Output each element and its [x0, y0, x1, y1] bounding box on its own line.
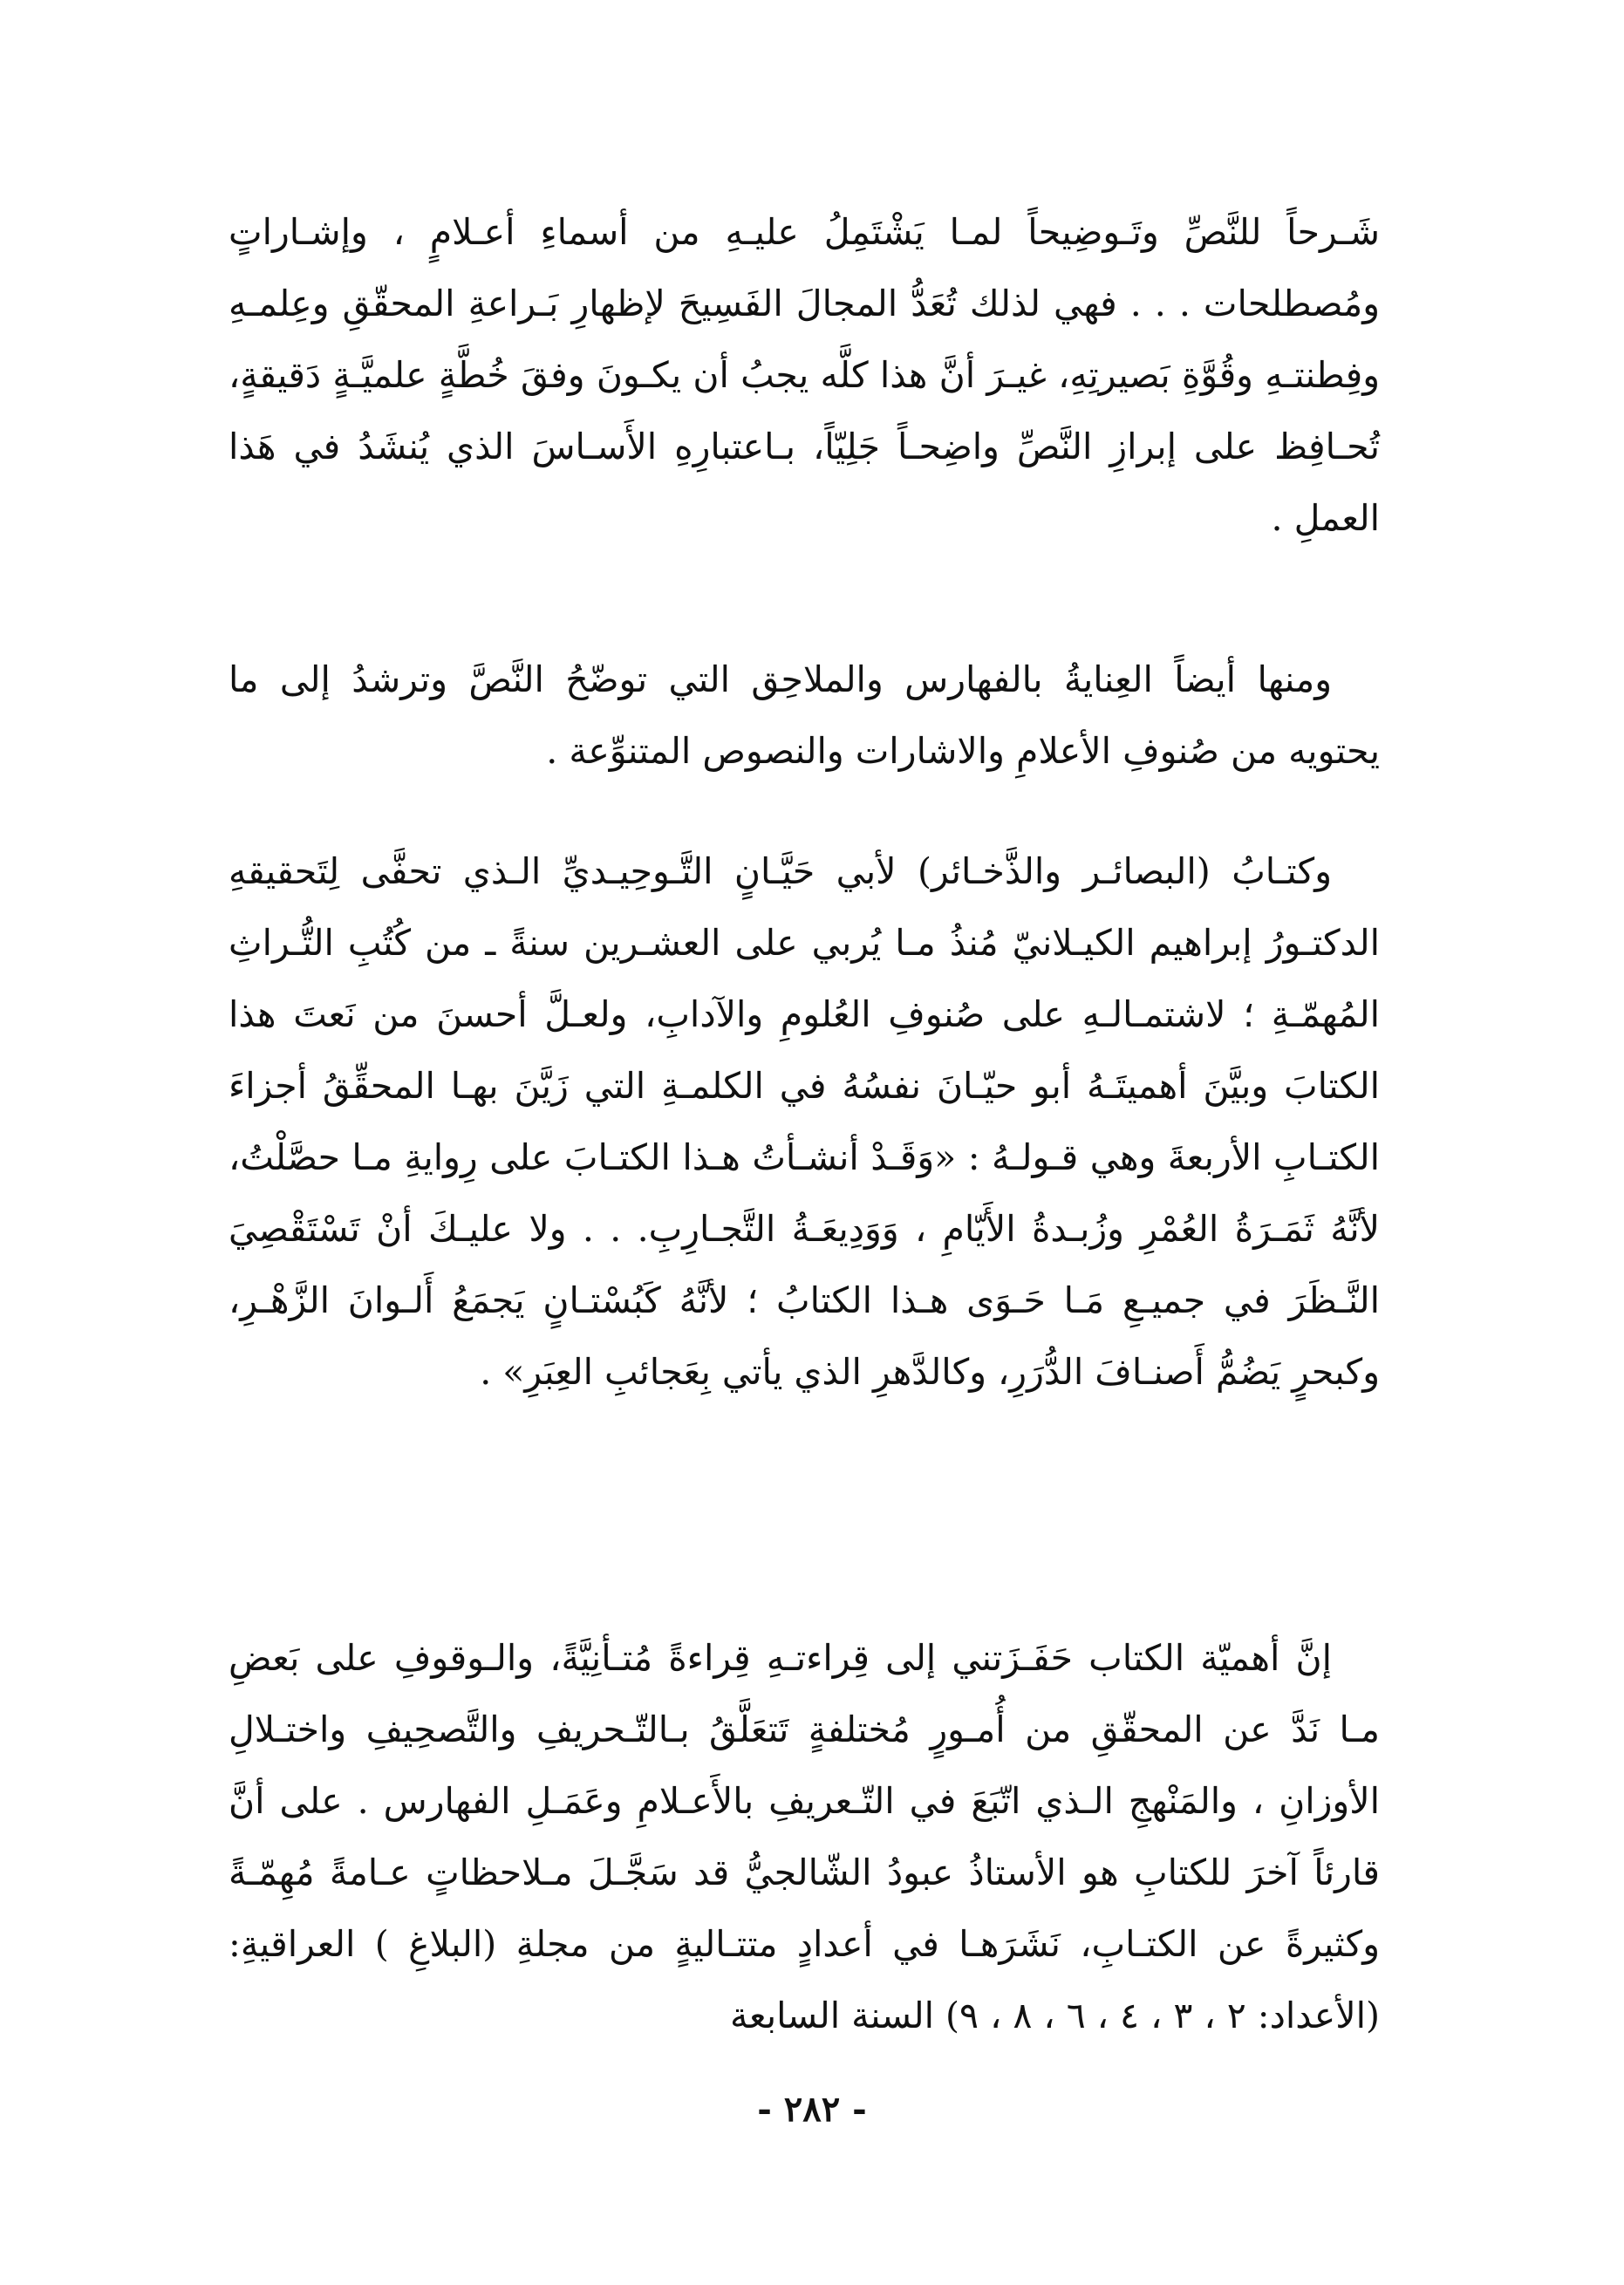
paragraph-4: إنَّ أهميّة الكتاب حَفَـزَتني إلى قِراءتـهِ قِراءةً مُتـأنِيَّةً، والـوقوفِ على بَعضِ مـا نَدَّ عن المحقّقِ من أُمـورٍ مُختلفةٍ تَتعَلَّقُ بـالتّـحريفِ والتَّصحِيفِ واختـلالِ الأوزانِ ، والمَنْهجِ الـذي اتّبَعَ في التّـعريفِ بالأَعـلامِ وعَمَـلِ الفهارس . على أنَّ قارئاً آخرَ للكتابِ هو الأستاذُ عبودُ الشّالجيُّ قد سَجَّـلَ مـلاحظاتٍ عـامةً مُهِمّـةً وكثيرةً عن الكتـابِ، نَشَرَهـا في أعدادٍ متتـاليةٍ من مجلةِ (البلاغِ ) العراقيةِ: (الأعداد: ٢ ، ٣ ، ٤ ، ٦ ، ٨ ، ٩) السنة السابعة	[229, 1637, 1380, 2036]
paragraph-3: وكتـابُ (البصائـر والذَّخـائر) لأبي حَيَّـانٍ التَّـوحِيـديِّ الـذي تحفَّى لِتَحقيقهِ الدكتـورُ إبراهيم الكيـلانيّ مُنذُ مـا يُربي على العشـرين سنةً ـ من كُتُبِ التُّـراثِ المُهمّـةِ ؛ لاشتمـالـهِ على صُنوفِ العُلومِ والآدابِ، ولعـلَّ أحسنَ من نَعتَ هذا الكتابَ وبيَّنَ أهميتَـهُ أبو حيّـانَ نفسُهُ في الكلمـةِ التي زَيَّنَ بهـا المحقِّقُ أجزاءَ الكتـابِ الأربعةَ وهي قـولـهُ : «وَقَـدْ أنشـأتُ هـذا الكتـابَ على رِوايةِ مـا حصَّلْتُ، لأنَّهُ ثَمَـرَةُ العُمْرِ وزُبـدةُ الأَيّامِ ، وَوَدِيعَـةُ التَّجـارِبِ. . . ولا عليـكَ أنْ تَسْتَقْصِيَ النَّـظَرَ في جميـعِ مَـا حَـوَى هـذا الكتابُ ؛ لأنَّهُ كَبُسْتـانٍ يَجمَعُ أَلـوانَ الزَّهْـرِ، وكبحرٍ يَضُمُّ أَصنـافَ الدُّرَرِ، وكالدَّهرِ الذي يأتي بِعَجائبِ العِبَرِ» .	[229, 850, 1380, 1393]
paragraph-2: ومنها أيضاً العِنايةُ بالفهارس والملاحِق التي توضّحُ النَّصَّ وترشدُ إلى ما يحتويه من صُنوفِ الأعلامِ والاشارات والنصوص المتنوِّعة .	[229, 658, 1380, 772]
page-number: - ٢٨٢ -	[757, 2089, 867, 2130]
paragraph-1: شَـرحاً للنَّصِّ وتَـوضِيحاً لمـا يَشْتَمِلُ عليـهِ من أسماءِ أعـلامٍ ، وإشـاراتٍ ومُصطلحات . . . فهي لذلك تُعَدُّ المجالَ الفَسِيحَ لإظهارِ بَـراعةِ المحقّقِ وعِلمـهِ وفِطنتـهِ وقُوَّةِ بَصيرتِهِ، غيـرَ أنَّ هذا كلَّه يجبُ أن يكـونَ وفقَ خُطَّةٍ علميَّـةٍ دَقيقةٍ، تُحـافِظ على إبرازِ النَّصِّ واضِحـاً جَلِيّاً، بـاعتبارِهِ الأَسـاسَ الذي يُنشَدُ في هَذا العملِ .	[229, 211, 1380, 539]
